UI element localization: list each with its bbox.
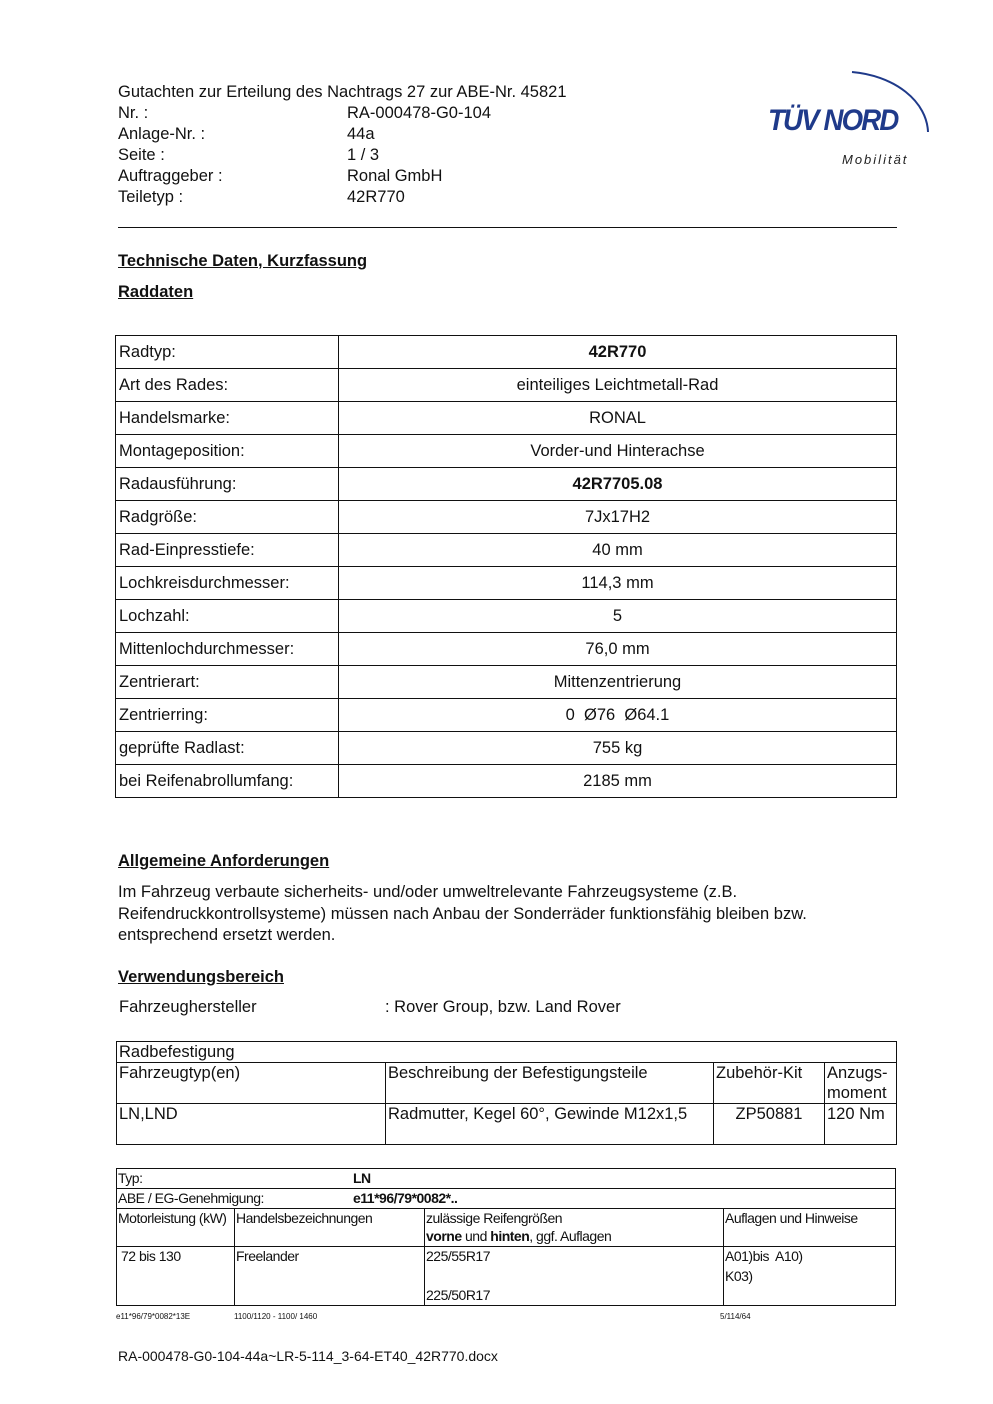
befestigung-cell: 120 Nm — [825, 1104, 897, 1145]
raddaten-key: Montageposition: — [116, 435, 339, 468]
table-row — [116, 732, 897, 765]
raddaten-value: 114,3 mm — [339, 567, 897, 600]
table-row — [117, 1063, 897, 1104]
table-row — [117, 1042, 897, 1063]
raddaten-value: 2185 mm — [339, 765, 897, 798]
motorleistung-value: 72 bis 130 — [117, 1247, 235, 1306]
header-label: Anlage-Nr. : — [118, 125, 206, 143]
table-row — [116, 600, 897, 633]
raddaten-value: Vorder-und Hinterachse — [339, 435, 897, 468]
allgemein-paragraph: Im Fahrzeug verbaute sicherheits- und/oder umweltrelevante Fahrzeugsysteme (z.B. Reifendruckkontrollsysteme) müssen nach Anbau der Sonderräder funktionsfähig bleiben bzw. entsprechend ersetzt werden. — [118, 883, 807, 944]
document-header — [118, 82, 567, 208]
section-heading-allgemein: Allgemeine Anforderungen — [118, 852, 330, 870]
header-row-teiletyp — [118, 187, 567, 208]
reifen-value-1: 225/55R17 — [426, 1248, 491, 1264]
raddaten-key: Radtyp: — [116, 336, 339, 369]
raddaten-key: Rad-Einpresstiefe: — [116, 534, 339, 567]
typ-value: LN — [353, 1170, 371, 1186]
befestigung-header: Anzugs-moment — [825, 1063, 897, 1104]
hersteller-value: : Rover Group, bzw. Land Rover — [385, 998, 621, 1016]
reifen-header-line1: zulässige Reifengrößen — [426, 1210, 563, 1226]
header-motorleistung: Motorleistung (kW) — [117, 1209, 235, 1247]
table-row — [116, 666, 897, 699]
raddaten-value: 76,0 mm — [339, 633, 897, 666]
hersteller-label: Fahrzeughersteller — [119, 998, 257, 1016]
raddaten-key: Radgröße: — [116, 501, 339, 534]
header-divider — [118, 227, 897, 228]
auflage-value-2: K03) — [725, 1268, 753, 1284]
raddaten-value: RONAL — [339, 402, 897, 435]
befestigung-header: Zubehör-Kit — [714, 1063, 825, 1104]
raddaten-key: Mittenlochdurchmesser: — [116, 633, 339, 666]
auflage-value-1: A01)bis A10) — [725, 1248, 803, 1264]
raddaten-value: einteiliges Leichtmetall-Rad — [339, 369, 897, 402]
raddaten-value: 42R770 — [339, 336, 897, 369]
hersteller-row — [119, 998, 621, 1017]
befestigung-cell: LN,LND — [117, 1104, 386, 1145]
raddaten-key: geprüfte Radlast: — [116, 732, 339, 765]
header-value: 42R770 — [347, 188, 405, 206]
header-row-seite — [118, 145, 567, 166]
table-row — [116, 435, 897, 468]
befestigung-cell: Radmutter, Kegel 60°, Gewinde M12x1,5 — [386, 1104, 714, 1145]
raddaten-value: 5 — [339, 600, 897, 633]
handelsbezeichnung-value: Freelander — [235, 1247, 425, 1306]
table-row — [117, 1169, 896, 1189]
reifen-value-2: 225/50R17 — [426, 1287, 491, 1303]
raddaten-value: 755 kg — [339, 732, 897, 765]
header-reifengroessen — [425, 1209, 724, 1247]
header-auflagen: Auflagen und Hinweise — [724, 1209, 896, 1247]
abe-row — [117, 1189, 896, 1209]
document-title: Gutachten zur Erteilung des Nachtrags 27 zur ABE-Nr. 45821 — [118, 83, 567, 101]
table-row — [116, 501, 897, 534]
befestigung-title: Radbefestigung — [117, 1042, 897, 1063]
header-row-anlage — [118, 124, 567, 145]
header-label: Seite : — [118, 146, 165, 164]
auflagen-values — [724, 1247, 896, 1306]
section-heading-tech: Technische Daten, Kurzfassung — [118, 252, 368, 270]
section-heading-verwendung: Verwendungsbereich — [118, 968, 284, 986]
table-row — [117, 1247, 896, 1306]
header-row-nr — [118, 103, 567, 124]
header-value: RA-000478-G0-104 — [347, 104, 492, 122]
header-handelsbezeichnungen: Handelsbezeichnungen — [235, 1209, 425, 1247]
logo-brand: TÜV NORD — [768, 104, 898, 137]
befestigung-table — [116, 1041, 897, 1145]
table-row — [116, 369, 897, 402]
header-value: Ronal GmbH — [347, 167, 443, 185]
small-footnote-mid: 1100/1120 - 1100/ 1460 — [234, 1312, 318, 1321]
table-row — [116, 765, 897, 798]
raddaten-key: Zentrierring: — [116, 699, 339, 732]
raddaten-value: 0 Ø76 Ø64.1 — [339, 699, 897, 732]
raddaten-key: Radausführung: — [116, 468, 339, 501]
table-row — [116, 534, 897, 567]
header-value: 1 / 3 — [347, 146, 380, 164]
abe-label: ABE / EG-Genehmigung: — [118, 1190, 264, 1206]
table-row — [116, 336, 897, 369]
document-filename-footer: RA-000478-G0-104-44a~LR-5-114_3-64-ET40_42R770.docx — [118, 1348, 498, 1364]
raddaten-table — [115, 335, 897, 798]
reifen-spacer — [426, 1265, 722, 1286]
reifen-hinten: hinten — [490, 1228, 530, 1244]
header-label: Auftraggeber : — [118, 167, 223, 185]
raddaten-value: 7Jx17H2 — [339, 501, 897, 534]
logo-subtitle: Mobilität — [842, 152, 909, 167]
fahrzeugtyp-table — [116, 1168, 896, 1306]
abe-value: e11*96/79*0082*.. — [353, 1190, 458, 1206]
header-row-auftraggeber — [118, 166, 567, 187]
raddaten-key: Lochzahl: — [116, 600, 339, 633]
raddaten-value: Mittenzentrierung — [339, 666, 897, 699]
raddaten-value: 40 mm — [339, 534, 897, 567]
table-row — [116, 633, 897, 666]
small-footnote-left: e11*96/79*0082*13E — [116, 1312, 191, 1321]
befestigung-header: Fahrzeugtyp(en) — [117, 1063, 386, 1104]
table-row — [116, 567, 897, 600]
table-row — [116, 402, 897, 435]
table-row — [117, 1104, 897, 1145]
raddaten-key: bei Reifenabrollumfang: — [116, 765, 339, 798]
header-label: Nr. : — [118, 104, 149, 122]
reifen-und: und — [461, 1228, 491, 1244]
tuev-nord-logo — [760, 56, 940, 176]
table-row — [116, 468, 897, 501]
table-row — [116, 699, 897, 732]
small-footnote-right: 5/114/64 — [720, 1312, 751, 1321]
header-label: Teiletyp : — [118, 188, 184, 206]
reifen-values — [425, 1247, 724, 1306]
reifen-header-line2 — [426, 1227, 722, 1245]
raddaten-value: 42R7705.08 — [339, 468, 897, 501]
raddaten-key: Handelsmarke: — [116, 402, 339, 435]
section-heading-raddaten: Raddaten — [118, 283, 194, 301]
typ-label: Typ: — [118, 1170, 143, 1186]
header-value: 44a — [347, 125, 375, 143]
typ-row — [117, 1169, 896, 1189]
raddaten-key: Art des Rades: — [116, 369, 339, 402]
raddaten-key: Zentrierart: — [116, 666, 339, 699]
reifen-rest: , ggf. Auflagen — [529, 1228, 612, 1244]
table-row — [117, 1189, 896, 1209]
reifen-vorne: vorne — [426, 1228, 462, 1244]
befestigung-header: Beschreibung der Befestigungsteile — [386, 1063, 714, 1104]
table-row — [117, 1209, 896, 1247]
raddaten-key: Lochkreisdurchmesser: — [116, 567, 339, 600]
befestigung-cell: ZP50881 — [714, 1104, 825, 1145]
